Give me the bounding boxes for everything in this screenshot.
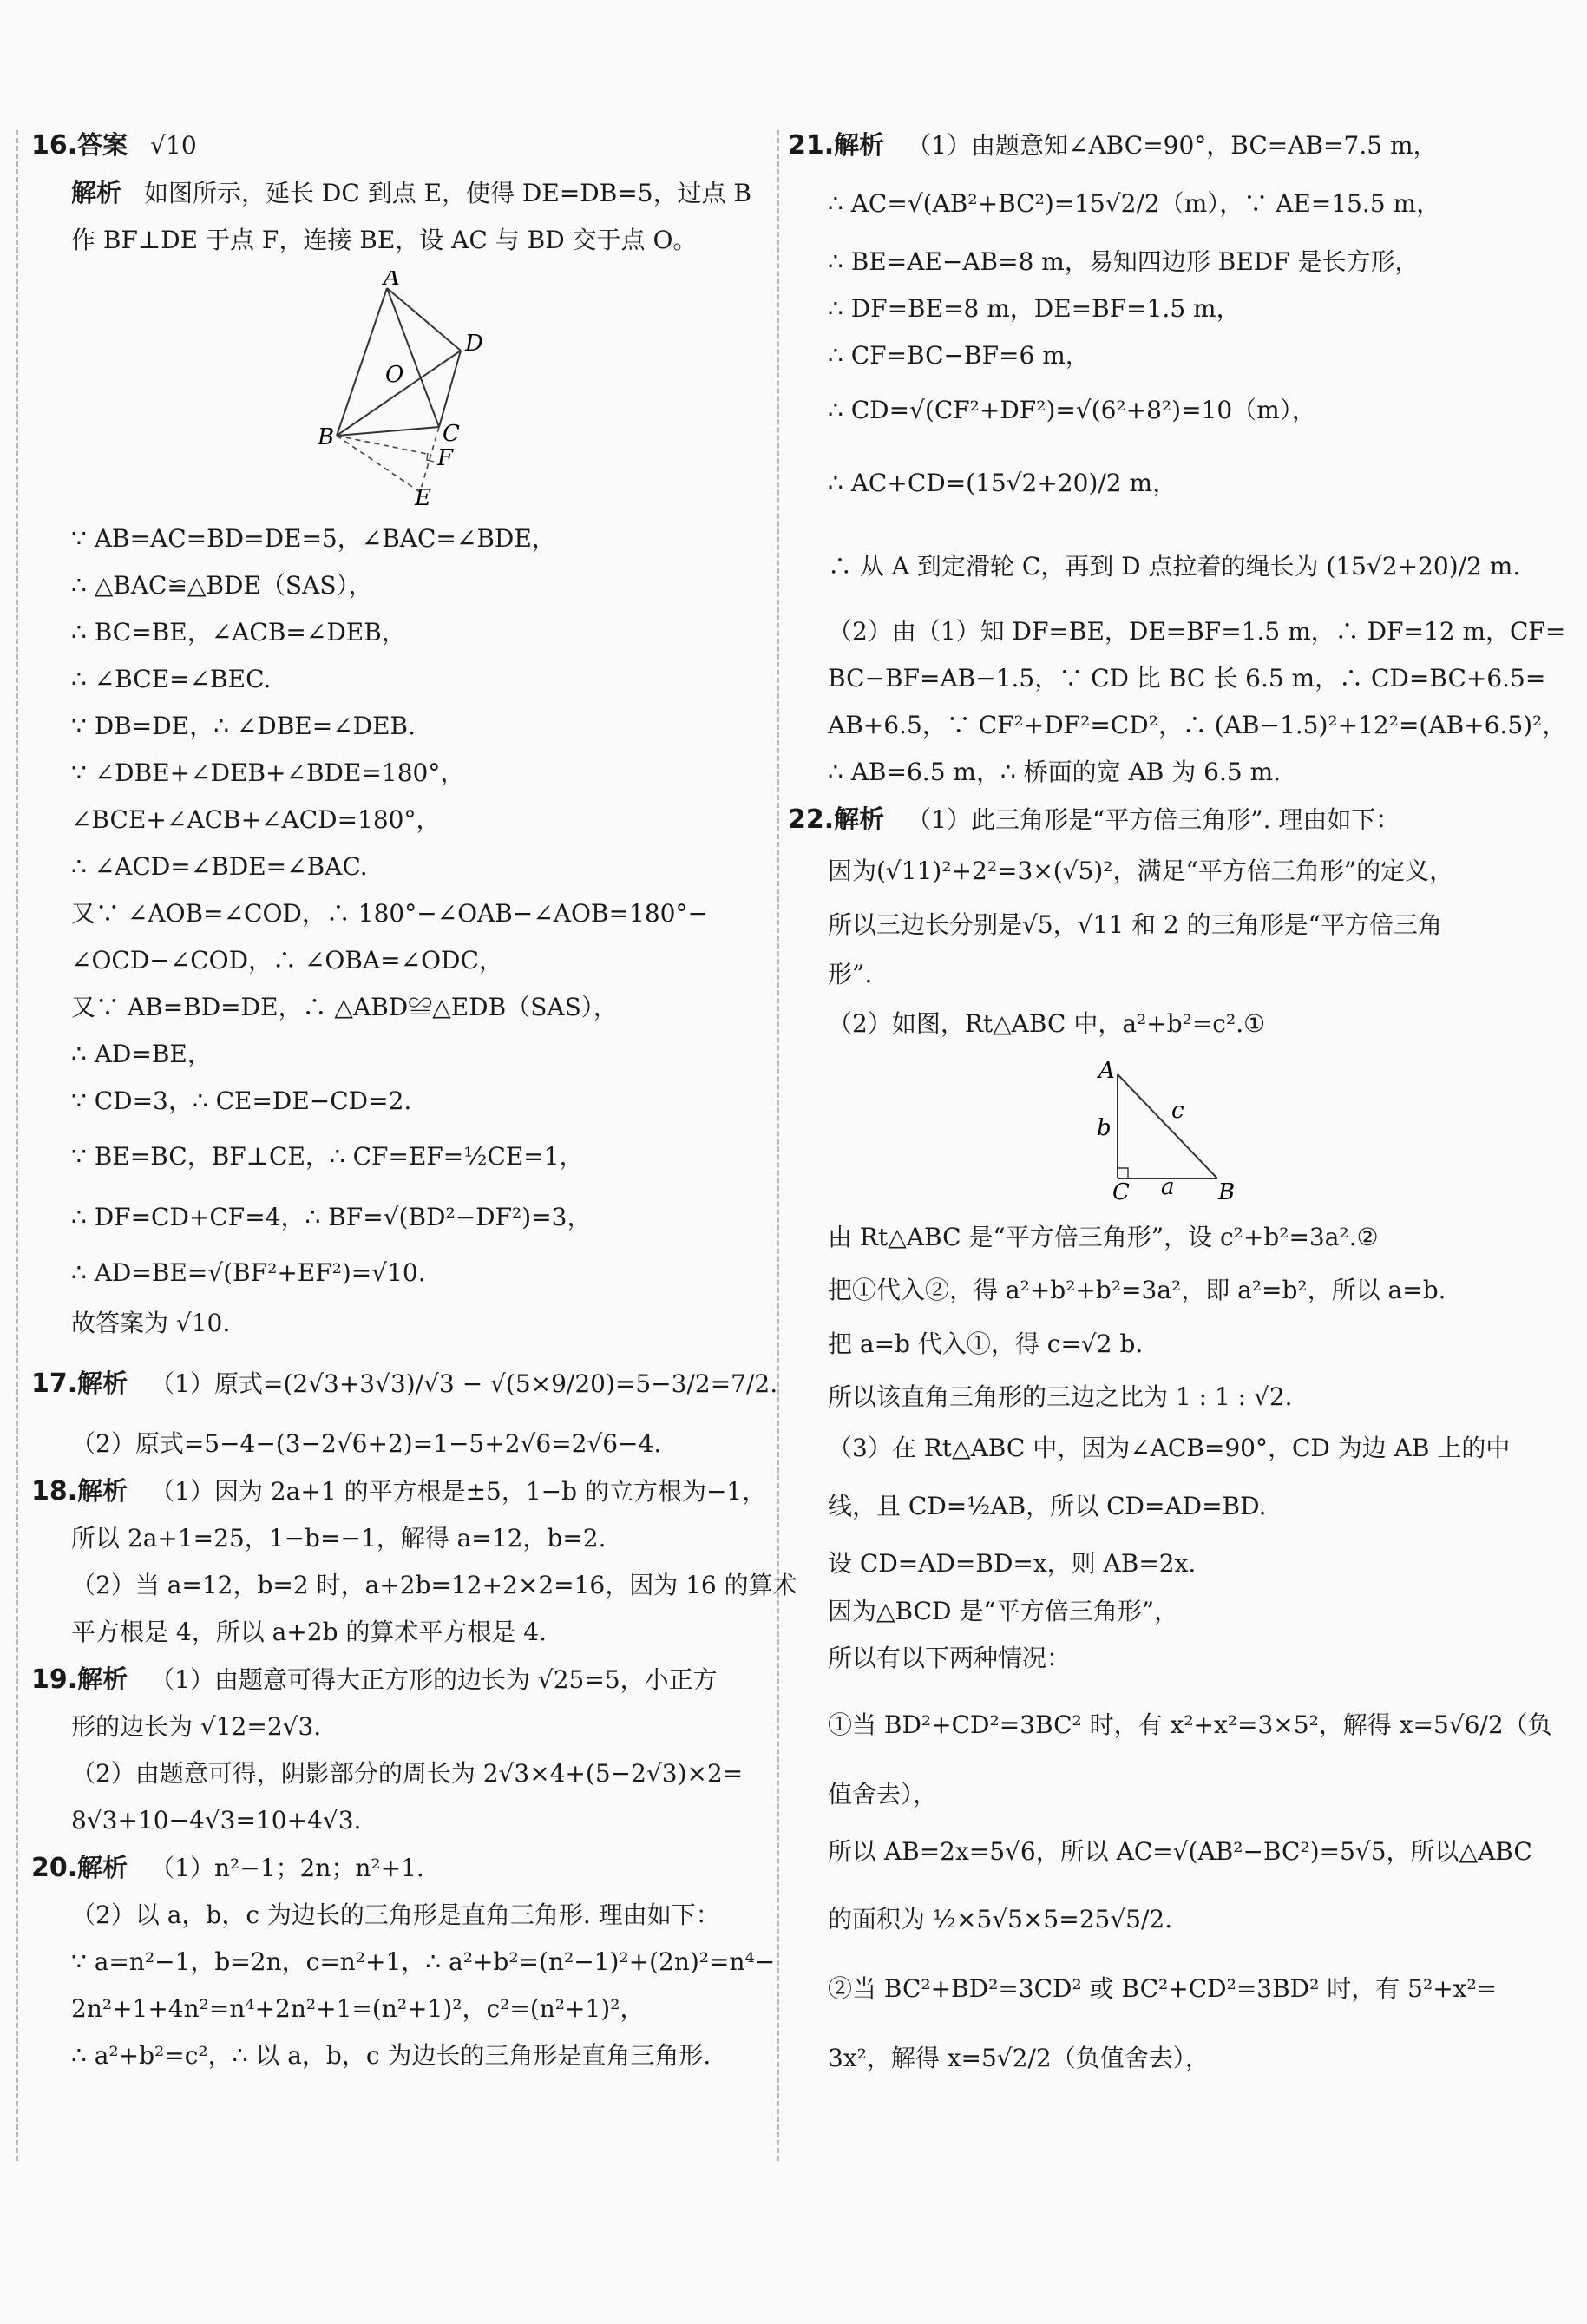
label-f: F	[437, 445, 454, 471]
q16-answer: √10	[150, 131, 197, 160]
q19-line3: （2）由题意可得，阴影部分的周长为 2√3×4+(5−2√3)×2=	[71, 1759, 744, 1788]
q20-line4: 2n²+1+4n²=n⁴+2n²+1=(n²+1)²，c²=(n²+1)²，	[71, 1994, 645, 2023]
q22-right-triangle-diagram	[1074, 1055, 1248, 1203]
q22-line: 所以三边长分别是√5，√11 和 2 的三角形是“平方倍三角	[828, 910, 1442, 939]
q16-answer-tag: 答案	[77, 130, 128, 160]
q19-tag: 解析	[77, 1664, 128, 1694]
q21-line: ∴ 从 A 到定滑轮 C，再到 D 点拉着的绳长为 (15√2+20)/2 m.	[828, 552, 1521, 581]
q16-header	[31, 121, 760, 169]
label-side-b: b	[1097, 1115, 1112, 1141]
q16-step: ∵ AB=AC=BD=DE=5，∠BAC=∠BDE，	[71, 524, 556, 553]
label-d: D	[465, 331, 483, 357]
q16-step: ∠BCE+∠ACB+∠ACD=180°，	[71, 805, 441, 834]
q21-line: ∴ AC=√(AB²+BC²)=15√2/2（m），∵ AE=15.5 m，	[828, 189, 1441, 218]
q22-tag: 解析	[834, 804, 885, 834]
label-o: O	[385, 362, 404, 388]
q22-line: 线，且 CD=½AB，所以 CD=AD=BD.	[828, 1492, 1267, 1520]
q20-number: 20.	[31, 1853, 78, 1883]
q21-line: AB+6.5，∵ CF²+DF²=CD²，∴ (AB−1.5)²+12²=(AB+6.5)²，	[828, 711, 1567, 739]
q21-line: （2）由（1）知 DF=BE，DE=BF=1.5 m，∴ DF=12 m，CF=	[828, 617, 1566, 646]
q22-line: 所以有以下两种情况：	[828, 1644, 1072, 1672]
q16-analysis-tag: 解析	[71, 178, 122, 207]
segment-ce-dashed	[420, 427, 439, 492]
segment-bf-dashed	[337, 436, 431, 455]
left-margin-divider	[16, 130, 18, 2161]
label-side-a: a	[1161, 1174, 1175, 1200]
label-side-c: c	[1171, 1098, 1184, 1124]
label-c-vertex: C	[1112, 1179, 1130, 1203]
q21-line: ∴ AC+CD=(15√2+20)/2 m，	[828, 469, 1177, 497]
q18-line4: 平方根是 4，所以 a+2b 的算术平方根是 4.	[71, 1618, 548, 1646]
label-b: B	[318, 424, 335, 450]
q21-line: ∴ AB=6.5 m，∴ 桥面的宽 AB 为 6.5 m.	[828, 758, 1282, 786]
label-b-vertex: B	[1218, 1179, 1236, 1203]
q22-header: 22.解析 （1）此三角形是“平方倍三角形”. 理由如下：	[788, 804, 1400, 835]
left-column	[31, 121, 797, 2079]
q16-step: ∵ DB=DE，∴ ∠DBE=∠DEB.	[71, 712, 416, 740]
q18-number: 18.	[31, 1476, 78, 1507]
q22-line: ②当 BC²+BD²=3CD² 或 BC²+CD²=3BD² 时，有 5²+x²=	[828, 1974, 1498, 2003]
q16-step: ∴ DF=CD+CF=4，∴ BF=√(BD²−DF²)=3，	[71, 1203, 592, 1231]
q16-step: ∴ △BAC≌△BDE（SAS），	[71, 571, 373, 600]
q22-line: 因为△BCD 是“平方倍三角形”，	[828, 1597, 1179, 1625]
q17-header: 17.解析 （1）原式=(2√3+3√3)/√3 − √(5×9/20)=5−3/2=7/2.	[31, 1369, 778, 1399]
segment-dc	[439, 351, 461, 427]
label-e: E	[415, 485, 431, 505]
q22-line: 所以 AB=2x=5√6，所以 AC=√(AB²−BC²)=5√5，所以△ABC	[828, 1837, 1532, 1866]
q16-step: ∠OCD−∠COD，∴ ∠OBA=∠ODC，	[71, 946, 503, 975]
q18-line2: 所以 2a+1=25，1−b=−1，解得 a=12，b=2.	[71, 1524, 607, 1553]
q16-step: ∴ AD=BE=√(BF²+EF²)=√10.	[71, 1258, 426, 1287]
q21-line: ∴ BE=AE−AB=8 m，易知四边形 BEDF 是长方形，	[828, 247, 1420, 276]
q21-line: ∴ CF=BC−BF=6 m，	[828, 341, 1090, 370]
q18-header: 18.解析 （1）因为 2a+1 的平方根是±5，1−b 的立方根为−1，	[31, 1476, 767, 1507]
q22-line: 由 Rt△ABC 是“平方倍三角形”，设 c²+b²=3a².②	[828, 1223, 1379, 1251]
q22-line: ①当 BD²+CD²=3BC² 时，有 x²+x²=3×5²，解得 x=5√6/2（负	[828, 1710, 1552, 1739]
q19-line2: 形的边长为 √12=2√3.	[71, 1712, 322, 1741]
q22-figure	[1074, 1055, 1517, 1206]
q22-line: 因为(√11)²+2²=3×(√5)²，满足“平方倍三角形”的定义，	[828, 857, 1454, 885]
q17-tag: 解析	[77, 1369, 128, 1398]
q20-line2: （2）以 a，b，c 为边长的三角形是直角三角形. 理由如下：	[71, 1901, 720, 1929]
label-a: A	[384, 271, 400, 291]
q22-line: 把①代入②，得 a²+b²+b²=3a²，即 a²=b²，所以 a=b.	[828, 1276, 1446, 1304]
q16-figure	[318, 271, 760, 509]
q17-number: 17.	[31, 1369, 78, 1399]
segment-ab	[337, 288, 387, 436]
q22-line: 设 CD=AD=BD=x，则 AB=2x.	[828, 1549, 1197, 1578]
q22-line: 形”.	[828, 960, 873, 988]
q18-tag: 解析	[77, 1476, 128, 1506]
segment-ac	[387, 288, 439, 427]
q19-line4: 8√3+10−4√3=10+4√3.	[71, 1806, 362, 1835]
label-a-vertex: A	[1098, 1058, 1115, 1084]
q19-header: 19.解析 （1）由题意可得大正方形的边长为 √25=5，小正方	[31, 1664, 718, 1695]
q21-tag: 解析	[834, 130, 885, 160]
q16-number: 16.	[31, 130, 78, 161]
q16-step: ∵ CD=3，∴ CE=DE−CD=2.	[71, 1087, 412, 1115]
q17-line2: （2）原式=5−4−(3−2√6+2)=1−5+2√6=2√6−4.	[71, 1429, 662, 1458]
q21-line: ∴ DF=BE=8 m，DE=BF=1.5 m，	[828, 294, 1241, 323]
right-column	[788, 121, 1567, 2095]
q21-line: BC−BF=AB−1.5，∵ CD 比 BC 长 6.5 m，∴ CD=BC+6.5=	[828, 664, 1546, 693]
q19-number: 19.	[31, 1664, 78, 1695]
q16-conclusion: 故答案为 √10.	[71, 1309, 231, 1337]
q22-line: 值舍去），	[828, 1780, 938, 1809]
q22-line: 所以该直角三角形的三边之比为 1 : 1 : √2.	[828, 1382, 1293, 1411]
segment-bc	[337, 427, 439, 436]
q16-line1: 解析 如图所示，延长 DC 到点 E，使得 DE=DB=5，过点 B	[71, 178, 752, 207]
q16-step: ∴ BC=BE，∠ACB=∠DEB，	[71, 618, 406, 647]
q20-header: 20.解析 （1）n²−1；2n；n²+1.	[31, 1853, 424, 1883]
q16-step: 又∵ AB=BD=DE，∴ △ABD≌△EDB（SAS），	[71, 993, 618, 1021]
q21-header: 21.解析 （1）由题意知∠ABC=90°，BC=AB=7.5 m，	[788, 130, 1438, 161]
column-divider	[777, 130, 779, 2161]
q22-line: （2）如图，Rt△ABC 中，a²+b²=c².①	[828, 1009, 1266, 1038]
q22-line: 把 a=b 代入①，得 c=√2 b.	[828, 1329, 1144, 1358]
q18-line3: （2）当 a=12，b=2 时，a+2b=12+2×2=16，因为 16 的算术	[71, 1571, 797, 1599]
q16-geometry-diagram	[318, 271, 491, 505]
q22-line: 的面积为 ½×5√5×5=25√5/2.	[828, 1905, 1173, 1933]
q16-line2: 作 BF⊥DE 于点 F，连接 BE，设 AC 与 BD 交于点 O。	[71, 226, 698, 254]
q16-step: ∴ ∠BCE=∠BEC.	[71, 665, 272, 693]
right-angle-mark	[1118, 1168, 1128, 1178]
q20-line3: ∵ a=n²−1，b=2n，c=n²+1，∴ a²+b²=(n²−1)²+(2n)²=n⁴−	[71, 1947, 776, 1976]
side-c	[1118, 1074, 1217, 1178]
q16-step: 又∵ ∠AOB=∠COD，∴ 180°−∠OAB−∠AOB=180°−	[71, 899, 708, 928]
q22-line: 3x²，解得 x=5√2/2（负值舍去），	[828, 2044, 1210, 2072]
q22-number: 22.	[788, 804, 835, 835]
q16-step: ∴ AD=BE，	[71, 1040, 212, 1068]
q16-step: ∵ ∠DBE+∠DEB+∠BDE=180°，	[71, 758, 465, 787]
q21-number: 21.	[788, 130, 835, 161]
q20-line5: ∴ a²+b²=c²，∴ 以 a，b，c 为边长的三角形是直角三角形.	[71, 2041, 712, 2070]
q22-line: （3）在 Rt△ABC 中，因为∠ACB=90°，CD 为边 AB 上的中	[828, 1434, 1511, 1462]
q21-line: ∴ CD=√(CF²+DF²)=√(6²+8²)=10（m），	[828, 396, 1316, 424]
q16-step: ∵ BE=BC，BF⊥CE，∴ CF=EF=½CE=1，	[71, 1142, 584, 1171]
q20-tag: 解析	[77, 1853, 128, 1882]
q16-step: ∴ ∠ACD=∠BDE=∠BAC.	[71, 852, 368, 881]
label-c: C	[443, 421, 460, 447]
